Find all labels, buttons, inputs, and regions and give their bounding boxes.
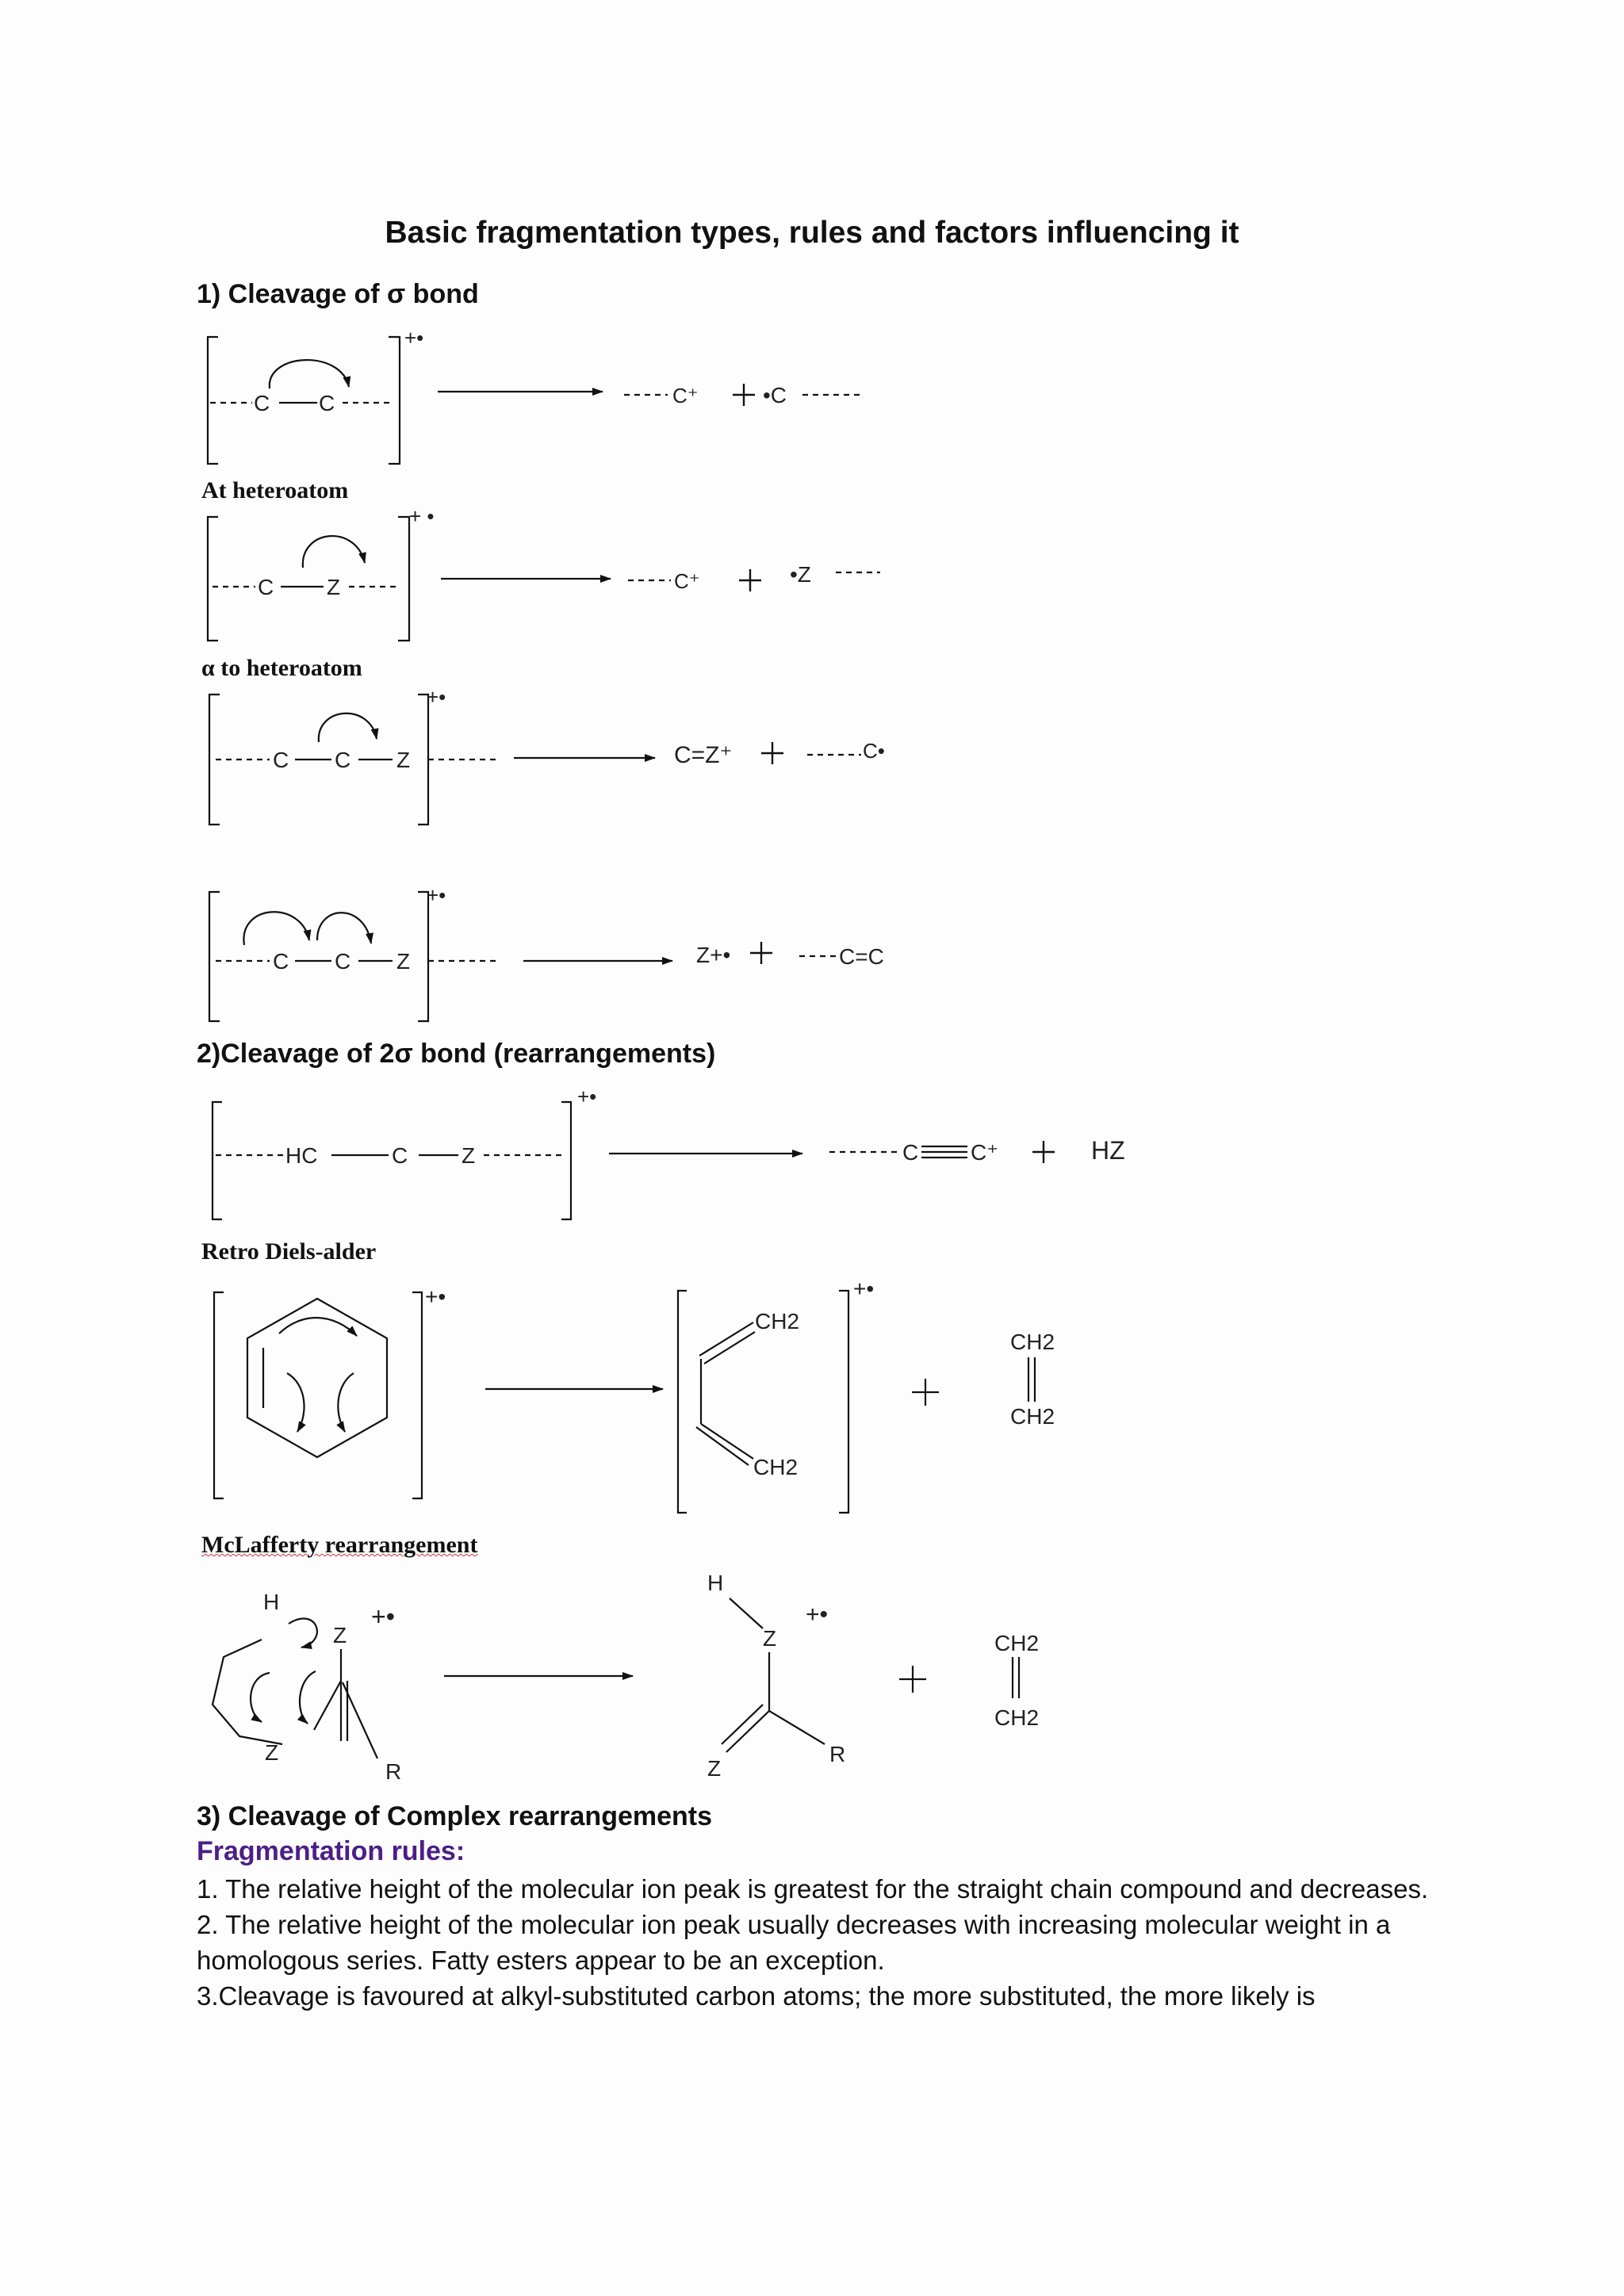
cyclohexene-ring <box>247 1299 387 1457</box>
section-2-heading: 2)Cleavage of 2σ bond (rearrangements) <box>197 1039 716 1069</box>
r1-product-3: •C <box>763 383 787 408</box>
mcl-left-h: H <box>263 1590 280 1614</box>
rda-ethylene-bottom: CH2 <box>1010 1404 1055 1429</box>
retro-diels-alder-label: Retro Diels-alder <box>201 1238 377 1265</box>
rule-3: 3.Cleavage is favoured at alkyl-substituted carbon atoms; the more substituted, the more likely is <box>197 1981 1316 2011</box>
r2-atom-1: C <box>258 575 274 599</box>
section-1-heading: 1) Cleavage of σ bond <box>197 279 479 309</box>
r5-atom-2: C <box>392 1143 408 1168</box>
r2-product-1: C⁺ <box>674 569 700 593</box>
r5-atom-3: Z <box>462 1143 476 1168</box>
r1-charge: +• <box>404 326 424 350</box>
mcl-left-z-bottom: Z <box>265 1740 279 1765</box>
rule-1: 1. The relative height of the molecular ion peak is greatest for the straight chain compound and decreases. <box>197 1874 1429 1904</box>
mcl-charge-left: +• <box>371 1602 395 1631</box>
r3-atom-3: Z <box>396 748 411 772</box>
reaction-3 <box>209 695 861 825</box>
r4-atom-1: C <box>273 949 289 974</box>
r2-charge: + • <box>409 504 435 528</box>
rda-charge-right: +• <box>853 1276 875 1301</box>
retro-diels-alder-scheme <box>214 1291 1035 1513</box>
r1-product-1: C⁺ <box>672 384 699 408</box>
r3-charge: +• <box>427 685 446 709</box>
r5-charge: +• <box>577 1085 597 1108</box>
r3-product-3: C• <box>863 739 885 763</box>
r2-product-3: •Z <box>790 562 811 587</box>
r2-atom-2: Z <box>327 575 341 599</box>
left-bracket <box>208 337 218 464</box>
mcl-right-h: H <box>707 1571 724 1595</box>
section-3-heading: 3) Cleavage of Complex rearrangements <box>197 1801 713 1831</box>
mclafferty-scheme <box>213 1421 1019 1758</box>
reaction-4 <box>209 892 837 1021</box>
r4-charge: +• <box>427 883 446 907</box>
r3-product-1: C=Z⁺ <box>674 742 733 768</box>
fragmentation-rules-heading: Fragmentation rules: <box>197 1836 465 1866</box>
alpha-heteroatom-label: α to heteroatom <box>201 655 362 681</box>
mcl-ethylene-top: CH2 <box>994 1631 1040 1655</box>
r5-atom-1: HC <box>285 1143 318 1168</box>
r3-atom-2: C <box>335 748 351 772</box>
r5-product-4: HZ <box>1091 1136 1125 1165</box>
reaction-5 <box>213 1102 967 1219</box>
r5-product-1: C <box>902 1140 919 1165</box>
mclafferty-label: McLafferty rearrangement <box>201 1532 478 1558</box>
mcl-right-z-top: Z <box>763 1626 777 1651</box>
rda-ethylene-top: CH2 <box>1010 1330 1055 1354</box>
mcl-left-r: R <box>385 1759 402 1784</box>
r5-product-2: C⁺ <box>971 1140 998 1165</box>
r4-product-1: Z+• <box>696 943 731 967</box>
mcl-charge-right: +• <box>806 1601 829 1628</box>
mcl-ethylene-bottom: CH2 <box>994 1705 1040 1730</box>
rda-charge-left: +• <box>425 1284 446 1309</box>
r3-atom-1: C <box>273 748 289 772</box>
right-bracket <box>389 337 400 464</box>
r1-atom-2: C <box>319 391 335 415</box>
mcl-right-r: R <box>829 1742 846 1766</box>
electron-arrow <box>270 360 349 388</box>
r4-atom-2: C <box>335 949 351 974</box>
heteroatom-label: At heteroatom <box>201 477 349 503</box>
rda-product-group-1: CH2 <box>755 1309 800 1334</box>
mcl-left-z-top: Z <box>333 1623 347 1647</box>
mcl-right-z-bottom: Z <box>707 1756 722 1781</box>
page-title: Basic fragmentation types, rules and factors influencing it <box>385 216 1239 250</box>
rule-2: 2. The relative height of the molecular ion peak usually decreases with increasing molecular weight in a homologous series. Fatty esters appear to be an exception. <box>197 1910 1391 1975</box>
reaction-2 <box>208 517 880 641</box>
rda-product-group-2: CH2 <box>753 1455 799 1479</box>
r4-product-3: C=C <box>839 944 884 969</box>
r4-atom-3: Z <box>396 949 411 974</box>
r1-atom-1: C <box>254 391 270 415</box>
